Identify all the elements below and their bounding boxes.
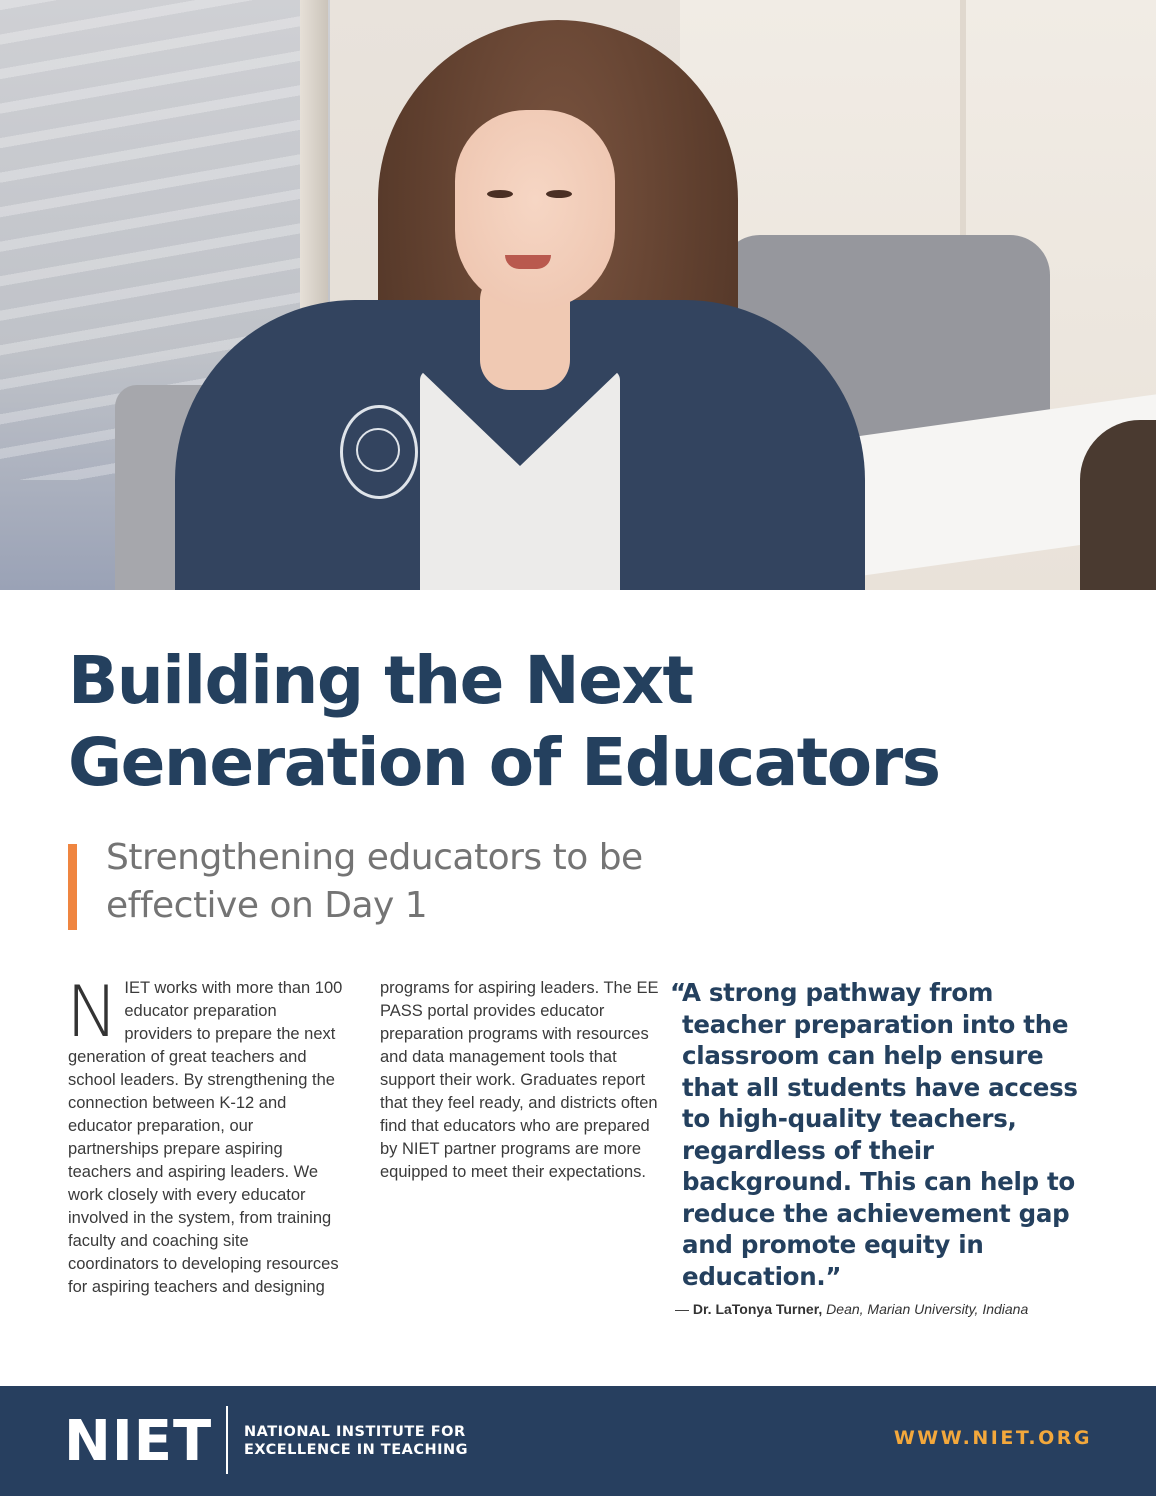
university-seal-inner	[356, 428, 400, 472]
title-line-1: Building the Next	[68, 642, 693, 719]
photo-foreground-person	[1080, 420, 1156, 590]
title-line-2: Generation of Educators	[68, 724, 940, 801]
pull-quote	[670, 977, 1090, 1292]
body-column-2	[380, 977, 662, 1184]
organization-name	[244, 1423, 468, 1459]
photo-person-face	[455, 110, 615, 310]
niet-logo: NIET	[64, 1409, 213, 1474]
quote-attribution	[675, 1299, 1105, 1319]
subtitle-line-2: effective on Day 1	[106, 885, 428, 926]
logo-divider	[226, 1406, 228, 1474]
attribution-dash: —	[675, 1301, 693, 1317]
hero-photo	[0, 0, 1156, 590]
org-name-line-1: NATIONAL INSTITUTE FOR	[244, 1424, 466, 1440]
page-title	[68, 640, 1108, 804]
website-url[interactable]: WWW.NIET.ORG	[893, 1427, 1092, 1449]
drop-cap: N	[66, 971, 119, 1053]
attribution-role: Dean, Marian University, Indiana	[822, 1301, 1029, 1317]
body-column-1	[66, 971, 344, 1299]
photo-person-eye	[487, 190, 513, 198]
photo-person-eye	[546, 190, 572, 198]
subtitle-line-1: Strengthening educators to be	[106, 837, 643, 878]
body-paragraph-2: programs for aspiring leaders. The EE PASS portal provides educator preparation programs with resources and data management tools that support their work. Graduates report that they feel ready, and districts often find that educators who are prepared by NIET partner programs are more equipped to meet their expectations.	[380, 979, 659, 1181]
photo-person-smile	[505, 255, 551, 269]
quote-open-mark: “	[670, 978, 687, 1007]
subtitle	[106, 834, 826, 930]
subtitle-accent-bar	[68, 844, 77, 930]
body-paragraph-1: IET works with more than 100 educator preparation providers to prepare the next generation of great teachers and school leaders. By strengthening the connection between K-12 and educator preparation, our partnerships prepare aspiring teachers and aspiring leaders. We work closely with every educator involved in the system, from training faculty and coaching site coordinators to developing resources for aspiring teachers and designing	[68, 979, 343, 1296]
attribution-name: Dr. LaTonya Turner,	[692, 1301, 823, 1317]
footer-bar	[0, 1386, 1156, 1496]
pull-quote-text: A strong pathway from teacher preparation into the classroom can help ensure that all students have access to high-quality teachers, regardless of their background. This can help to reduce the achievement gap and promote equity in education.”	[682, 978, 1078, 1291]
org-name-line-2: EXCELLENCE IN TEACHING	[244, 1442, 469, 1458]
